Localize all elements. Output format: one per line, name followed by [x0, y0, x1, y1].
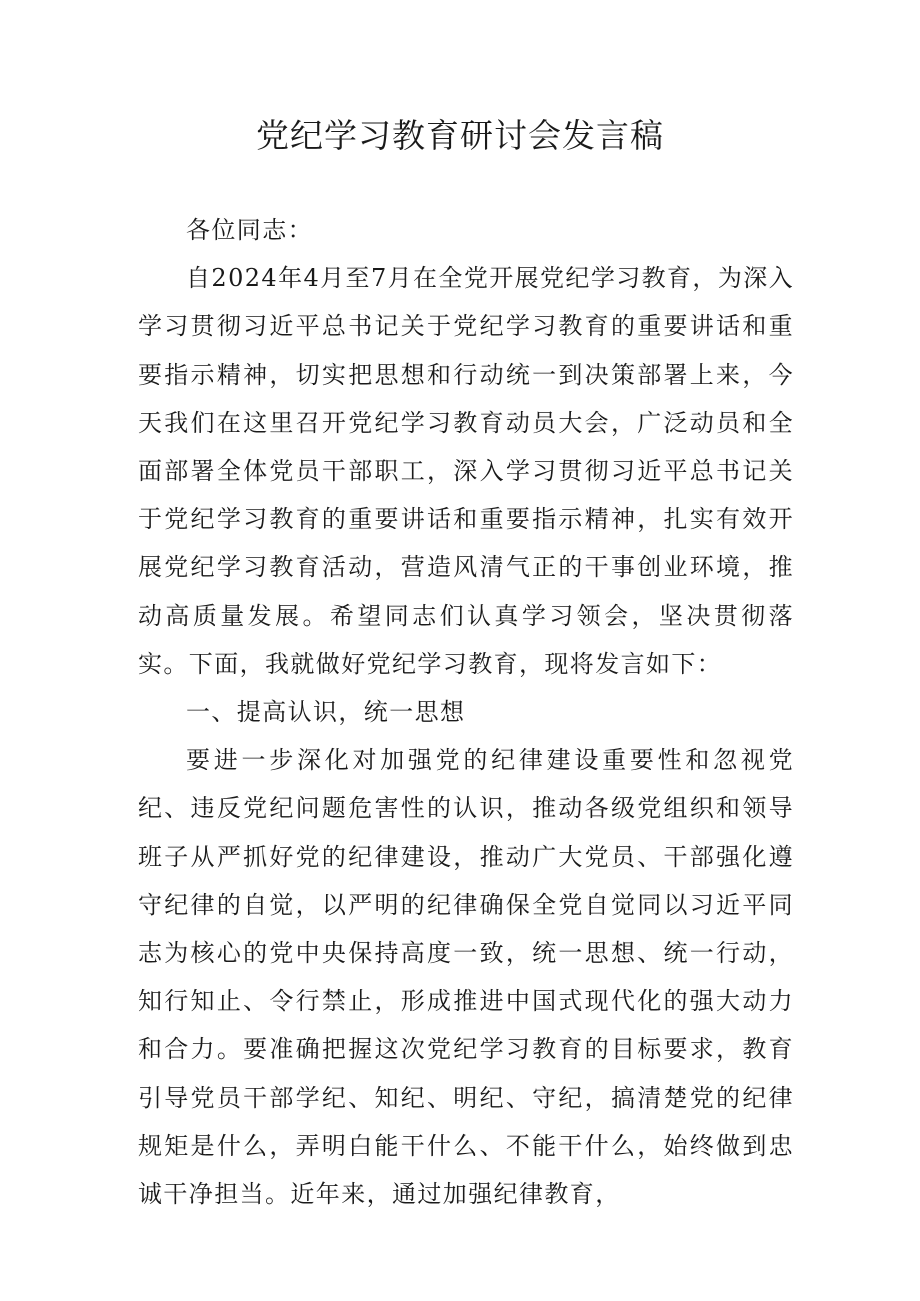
section-1-paragraph: 要进一步深化对加强党的纪律建设重要性和忽视党纪、违反党纪问题危害性的认识，推动各级党组织和领导班子从严抓好党的纪律建设，推动广大党员、干部强化遵守纪律的自觉，以严明的纪律确保全党自觉同以习近平同志为核心的党中央保持高度一致，统一思想、统一行动，知行知止、令行禁止，形成推进中国式现代化的强大动力和合力。要准确把握这次党纪学习教育的目标要求，教育引导党员干部学纪、知纪、明纪、守纪，搞清楚党的纪律规矩是什么，弄明白能干什么、不能干什么，始终做到忠诚干净担当。近年来，通过加强纪律教育， [138, 746, 794, 1209]
salutation: 各位同志： [186, 216, 313, 244]
document-title: 党纪学习教育研讨会发言稿 [256, 116, 664, 155]
section-heading-1: 一、提高认识，统一思想 [186, 698, 466, 727]
intro-paragraph: 自2024年4月至7月在全党开展党纪学习教育，为深入学习贯彻习近平总书记关于党纪学习教育的重要讲话和重要指示精神，切实把思想和行动统一到决策部署上来，今天我们在这里召开党纪学习教育动员大会，广泛动员和全面部署全体党员干部职工，深入学习贯彻习近平总书记关于党纪学习教育的重要讲话和重要指示精神，扎实有效开展党纪学习教育活动，营造风清气正的干事创业环境，推动高质量发展。希望同志们认真学习领会，坚决贯彻落实。下面，我就做好党纪学习教育，现将发言如下： [138, 264, 795, 678]
document-body [138, 206, 794, 1218]
